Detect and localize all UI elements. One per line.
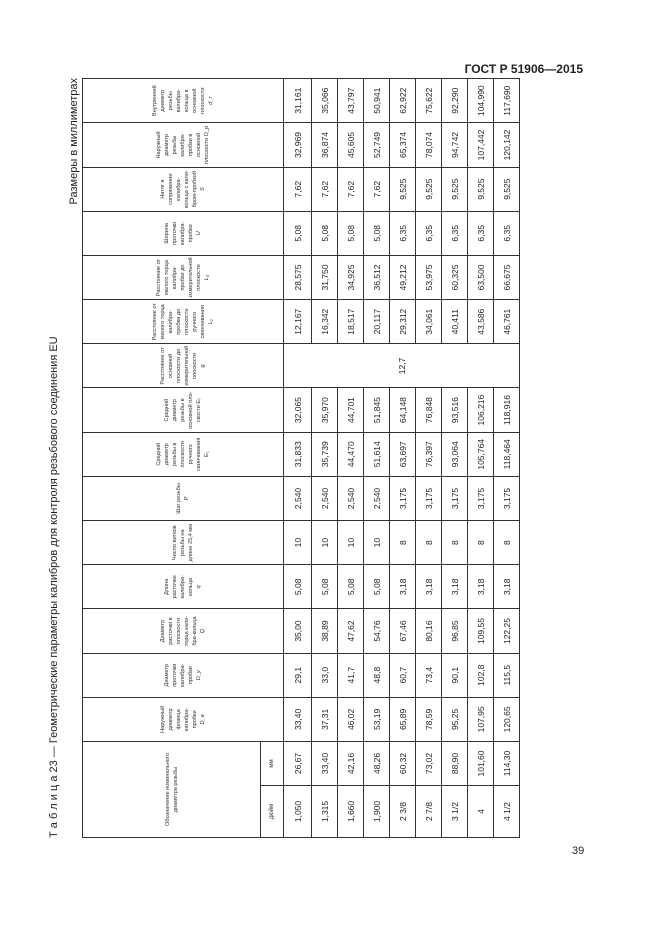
table-cell: 3,18	[468, 565, 494, 609]
page-number: 39	[572, 845, 585, 857]
table-cell: 3 1/2	[442, 786, 468, 838]
column-header	[83, 388, 284, 432]
table-cell: 31,161	[284, 79, 312, 123]
table-cell: 43,797	[338, 79, 364, 123]
table-cell: 94,742	[442, 123, 468, 167]
table-cell: 43,586	[468, 300, 494, 344]
nominal-diameter-header: Обозначение номинального диаметра резьбы	[83, 742, 261, 838]
table-cell: 2 7/8	[416, 786, 442, 838]
table-cell: 107,442	[468, 123, 494, 167]
table-cell: 35,00	[284, 609, 312, 653]
table-cell: 117,690	[494, 79, 520, 123]
table-cell: 78,59	[416, 697, 442, 741]
column-symbol: P	[184, 496, 190, 501]
table-cell: 32,065	[284, 388, 312, 432]
table-cell: 5,08	[312, 211, 338, 255]
table-cell: 2,540	[338, 476, 364, 520]
table-cell: 8	[468, 521, 494, 565]
table-cell: 105,764	[468, 432, 494, 476]
table-cell: 115,5	[494, 653, 520, 697]
table-cell: 33,0	[312, 653, 338, 697]
column-header-text: Средний диаметр резьбы в основной пло- скости E₇	[164, 391, 202, 429]
table-cell: 66,675	[494, 255, 520, 299]
table-cell: 63,697	[390, 432, 416, 476]
table-cell: 65,89	[390, 697, 416, 741]
table-row	[284, 79, 312, 838]
table-cell: 7,62	[284, 167, 312, 211]
table-cell: 78,074	[416, 123, 442, 167]
column-header-text: Средний диаметр резьбы в плоскости ручного свинчивания E₁	[156, 437, 210, 471]
table-cell: 80,16	[416, 609, 442, 653]
table-cell: 34,925	[338, 255, 364, 299]
column-header	[83, 167, 284, 211]
table-cell: 67,46	[390, 609, 416, 653]
table-cell: 60,325	[442, 255, 468, 299]
table-cell: 16,342	[312, 300, 338, 344]
table-cell: 51,845	[364, 388, 390, 432]
table-cell: 32,969	[284, 123, 312, 167]
table-cell: 3,175	[494, 476, 520, 520]
table-cell: 35,066	[312, 79, 338, 123]
column-header-text: Расстояние от малого торца калибра-пробки до плоскости ручного свинчивания	[152, 303, 206, 341]
table-cell: 37,31	[312, 697, 338, 741]
column-header	[83, 697, 284, 741]
table-cell: 109,55	[468, 609, 494, 653]
table-cell: 102,8	[468, 653, 494, 697]
table-cell: 93,064	[442, 432, 468, 476]
column-symbol: g	[200, 364, 206, 368]
table-cell: 73,02	[416, 742, 442, 786]
table-cell: 2 3/8	[390, 786, 416, 838]
table-cell: 3,18	[416, 565, 442, 609]
table-body	[284, 79, 520, 838]
table-cell: 51,614	[364, 432, 390, 476]
column-header-text: Расстояние от основной плоскости до измерительной плоскости	[160, 345, 198, 386]
table-cell: 3,175	[468, 476, 494, 520]
column-header-text: Длина расточки калибра-кольца	[164, 575, 194, 599]
table-cell: 2,540	[312, 476, 338, 520]
column-header-text: Наружный диаметр фланца калибра-пробки	[160, 705, 198, 733]
table-cell: 40,411	[442, 300, 468, 344]
table-cell: 33,40	[284, 697, 312, 741]
table-cell: 4	[468, 786, 494, 838]
table-cell: 5,08	[312, 565, 338, 609]
column-header-text: Внутренний диаметр резьбы калибра-кольца в основной плоскости	[152, 85, 206, 117]
table-caption: Т а б л и ц а 23 — Геометрические параметры калибров для контроля резьбового соединения EU	[48, 336, 60, 838]
table-cell: 46,761	[494, 300, 520, 344]
column-symbol: Q	[200, 628, 206, 634]
column-header-text: Натяг в сопряжении калибра-кольца с кали- бром-пробкой	[160, 170, 198, 209]
table-row	[494, 79, 520, 838]
table-cell: 44,470	[338, 432, 364, 476]
table-cell: 29,1	[284, 653, 312, 697]
header-row	[83, 79, 261, 838]
column-symbol: D_в	[200, 714, 206, 725]
column-header-text: Диаметр проточки калибра-пробки	[164, 663, 194, 687]
table-cell: 93,516	[442, 388, 468, 432]
table-cell: 8	[442, 521, 468, 565]
table-cell: 8	[494, 521, 520, 565]
table-cell: 60,7	[390, 653, 416, 697]
column-header	[83, 123, 284, 167]
table-cell: 120,142	[494, 123, 520, 167]
table-cell: 26,67	[284, 742, 312, 786]
table-cell: 3,175	[442, 476, 468, 520]
table-cell: 31,833	[284, 432, 312, 476]
column-header-text: Число витков резьбы на длине 25,4 мм	[172, 523, 194, 562]
table-cell: 4 1/2	[494, 786, 520, 838]
table-cell: 9,525	[494, 167, 520, 211]
column-header	[83, 79, 284, 123]
column-header	[83, 255, 284, 299]
table-cell: 75,622	[416, 79, 442, 123]
table-cell: 9,525	[390, 167, 416, 211]
table-cell: 122,25	[494, 609, 520, 653]
table-cell: 5,08	[284, 565, 312, 609]
column-header-text: Ширина проточки калибра-пробки	[164, 221, 194, 246]
column-symbol: U	[196, 231, 202, 236]
calibre-parameters-table	[82, 78, 520, 838]
rotated-table-block	[44, 78, 584, 838]
table-cell: 62,922	[390, 79, 416, 123]
table-cell: 48,8	[364, 653, 390, 697]
table-cell: 54,76	[364, 609, 390, 653]
table-cell: 2,540	[284, 476, 312, 520]
table-cell: 76,848	[416, 388, 442, 432]
table-row	[468, 79, 494, 838]
table-cell: 92,290	[442, 79, 468, 123]
table-row	[390, 79, 416, 838]
table-cell: 3,18	[494, 565, 520, 609]
inch-header: дюйм	[261, 786, 284, 838]
table-cell: 90,1	[442, 653, 468, 697]
table-cell: 48,26	[364, 742, 390, 786]
table-cell: 60,32	[390, 742, 416, 786]
column-header-text: Диаметр расточки в плоскости торца кали- бра-кольца	[160, 615, 198, 647]
table-cell: 38,89	[312, 609, 338, 653]
table-cell: 118,916	[494, 388, 520, 432]
table-cell: 44,701	[338, 388, 364, 432]
table-cell: 52,749	[364, 123, 390, 167]
column-header	[83, 476, 284, 520]
column-header-text: Наружный диаметр резьбы калибра-пробки в основной плоскости D_p	[156, 125, 210, 165]
units-note: Размеры в миллиметрах	[68, 78, 80, 205]
table-cell: 5,08	[338, 211, 364, 255]
table-cell: 9,525	[468, 167, 494, 211]
table-cell: 101,60	[468, 742, 494, 786]
table-row	[364, 79, 390, 838]
table-cell: 65,374	[390, 123, 416, 167]
table-cell: 5,08	[338, 565, 364, 609]
table-cell: 6,35	[442, 211, 468, 255]
table-cell: 41,7	[338, 653, 364, 697]
table-cell: 114,30	[494, 742, 520, 786]
table-cell: 6,35	[468, 211, 494, 255]
g-value-cell: 12,7	[284, 344, 520, 388]
column-symbol: d_r	[208, 96, 214, 105]
table-cell: 8	[416, 521, 442, 565]
table-cell: 46,02	[338, 697, 364, 741]
table-cell: 36,874	[312, 123, 338, 167]
table-cell: 88,90	[442, 742, 468, 786]
table-cell: 3,18	[390, 565, 416, 609]
standard-designation: ГОСТ Р 51906—2015	[464, 62, 583, 76]
table-cell: 7,62	[312, 167, 338, 211]
table-cell: 35,739	[312, 432, 338, 476]
table-cell: 1,050	[284, 786, 312, 838]
table-cell: 28,575	[284, 255, 312, 299]
table-cell: 5,08	[284, 211, 312, 255]
table-cell: 53,975	[416, 255, 442, 299]
table-cell: 36,512	[364, 255, 390, 299]
table-cell: 7,62	[338, 167, 364, 211]
table-cell: 9,525	[442, 167, 468, 211]
table-cell: 1,900	[364, 786, 390, 838]
table-cell: 107,95	[468, 697, 494, 741]
table-cell: 6,35	[494, 211, 520, 255]
column-header	[83, 344, 284, 388]
mm-header: мм	[261, 742, 284, 786]
table-cell: 31,750	[312, 255, 338, 299]
table-cell: 10	[364, 521, 390, 565]
table-cell: 45,605	[338, 123, 364, 167]
table-cell: 3,175	[416, 476, 442, 520]
table-cell: 29,312	[390, 300, 416, 344]
column-symbol: S	[200, 187, 206, 192]
column-symbol: q	[196, 585, 202, 589]
table-cell: 49,212	[390, 255, 416, 299]
table-cell: 20,117	[364, 300, 390, 344]
column-symbol: L₁	[208, 319, 214, 325]
table-cell: 42,16	[338, 742, 364, 786]
table-cell: 3,175	[390, 476, 416, 520]
table-cell: 104,990	[468, 79, 494, 123]
table-cell: 10	[338, 521, 364, 565]
column-header-text: Шаг резьбы	[176, 483, 182, 514]
table-cell: 106,216	[468, 388, 494, 432]
table-cell: 76,397	[416, 432, 442, 476]
column-symbol: D_у	[196, 670, 202, 681]
table-cell: 7,62	[364, 167, 390, 211]
table-cell: 1,660	[338, 786, 364, 838]
column-header	[83, 521, 284, 565]
table-cell: 50,941	[364, 79, 390, 123]
table-cell: 35,970	[312, 388, 338, 432]
table-cell: 33,40	[312, 742, 338, 786]
column-header	[83, 609, 284, 653]
table-cell: 5,08	[364, 565, 390, 609]
table-cell: 64,148	[390, 388, 416, 432]
table-row	[312, 79, 338, 838]
table-cell: 120,65	[494, 697, 520, 741]
table-cell: 18,517	[338, 300, 364, 344]
table-cell: 8	[390, 521, 416, 565]
table-cell: 95,25	[442, 697, 468, 741]
table-row	[338, 79, 364, 838]
column-header	[83, 300, 284, 344]
table-cell: 34,061	[416, 300, 442, 344]
table-cell: 2,540	[364, 476, 390, 520]
table-cell: 96,85	[442, 609, 468, 653]
table-cell: 12,167	[284, 300, 312, 344]
table-cell: 47,62	[338, 609, 364, 653]
table-cell: 6,35	[416, 211, 442, 255]
column-header	[83, 432, 284, 476]
column-symbol: L₄	[204, 274, 210, 281]
table-row	[442, 79, 468, 838]
column-header	[83, 653, 284, 697]
column-header-text: Расстояние от малого торца калибра-пробки до измерительной плоскости	[156, 257, 202, 298]
table-cell: 9,525	[416, 167, 442, 211]
table-cell: 73,4	[416, 653, 442, 697]
table-cell: 6,35	[390, 211, 416, 255]
table-cell: 3,18	[442, 565, 468, 609]
table-cell: 10	[284, 521, 312, 565]
table-row	[416, 79, 442, 838]
table-cell: 1,315	[312, 786, 338, 838]
column-header	[83, 565, 284, 609]
table-cell: 63,500	[468, 255, 494, 299]
table-cell: 10	[312, 521, 338, 565]
table-cell: 118,464	[494, 432, 520, 476]
column-header	[83, 211, 284, 255]
table-cell: 5,08	[364, 211, 390, 255]
table-cell: 53,19	[364, 697, 390, 741]
